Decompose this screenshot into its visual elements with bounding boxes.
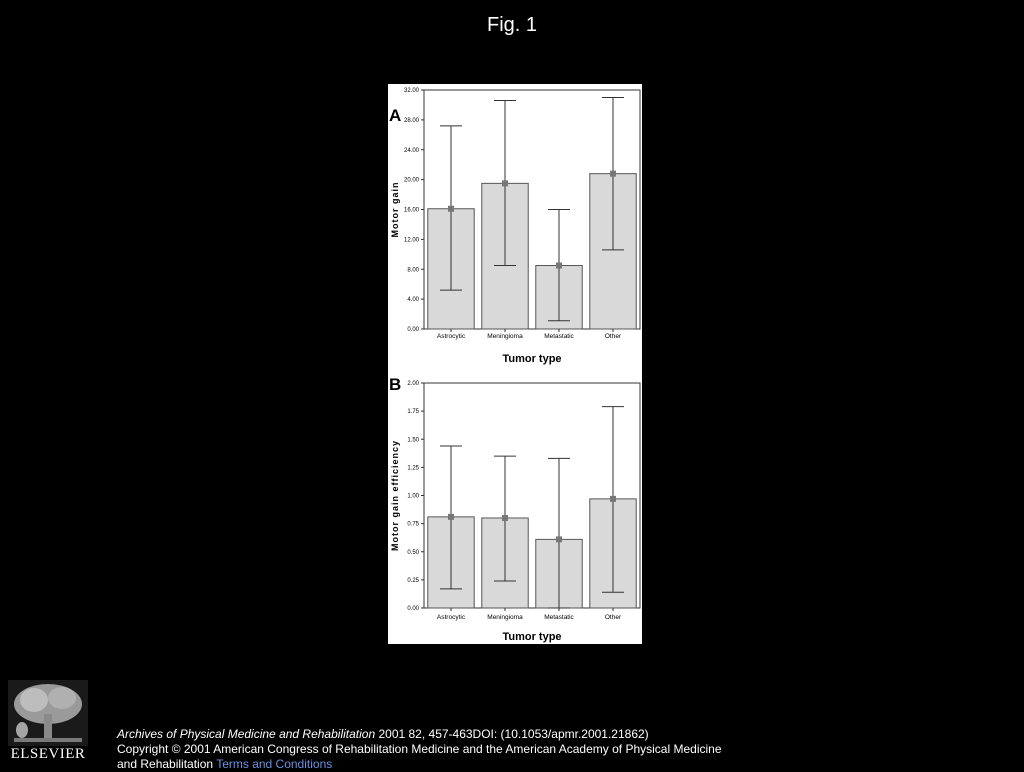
x-tick-label: Metastatic [544,333,574,340]
y-tick-label: 1.75 [407,409,419,416]
y-tick-label: 0.50 [407,549,419,556]
mean-marker [502,180,508,186]
y-tick-label: 20.00 [403,177,419,184]
copyright-text: Copyright © 2001 American Congress of Rehabilitation Medicine and the American Academy of Physical Medicine and Rehabilitation [117,742,722,771]
x-axis-label: Tumor type [502,353,562,365]
x-tick-label: Metastatic [544,614,574,621]
citation-details: 2001 82, 457-463DOI: (10.1053/apmr.2001.21862) [375,727,649,741]
y-axis-label: Motor gain [390,181,400,238]
y-tick-label: 16.00 [403,207,419,214]
y-tick-label: 1.25 [407,465,419,472]
mean-marker [502,515,508,521]
mean-marker [610,171,616,177]
slide-title: Fig. 1 [486,14,538,36]
panel-label: B [389,375,402,394]
y-tick-label: 1.00 [407,493,419,500]
y-tick-label: 0.00 [407,606,419,612]
y-tick-label: 32.00 [403,88,419,94]
y-tick-label: 1.50 [407,437,419,444]
elsevier-logo [8,680,88,766]
mean-marker [556,536,562,542]
citation [117,727,877,741]
y-tick-label: 8.00 [407,267,419,274]
x-tick-label: Meningioma [487,614,523,621]
x-axis-label: Tumor type [502,631,562,643]
y-tick-label: 2.00 [407,381,419,387]
y-tick-label: 28.00 [403,117,419,124]
x-tick-label: Astrocytic [436,333,466,340]
y-tick-label: 0.25 [407,577,419,584]
bar-charts [388,84,642,644]
mean-marker [556,263,562,269]
journal-name: Archives of Physical Medicine and Rehabilitation [117,727,376,741]
mean-marker [610,496,616,502]
x-tick-label: Other [604,614,622,621]
y-tick-label: 24.00 [403,147,419,154]
mean-marker [448,514,454,520]
y-axis-label: Motor gain efficiency [390,439,400,552]
terms-and-conditions-link[interactable]: Terms and Conditions [216,757,333,771]
y-tick-label: 0.00 [407,327,419,333]
elsevier-tree-icon [8,680,88,746]
mean-marker [448,206,454,212]
x-tick-label: Other [604,333,622,340]
figure-panel [388,84,642,644]
y-tick-label: 0.75 [407,521,419,528]
logo-wordmark: ELSEVIER [10,746,86,762]
x-tick-label: Meningioma [487,333,523,340]
x-tick-label: Astrocytic [436,614,466,621]
panel-label: A [389,106,402,125]
y-tick-label: 4.00 [407,297,419,304]
y-tick-label: 12.00 [403,237,419,244]
